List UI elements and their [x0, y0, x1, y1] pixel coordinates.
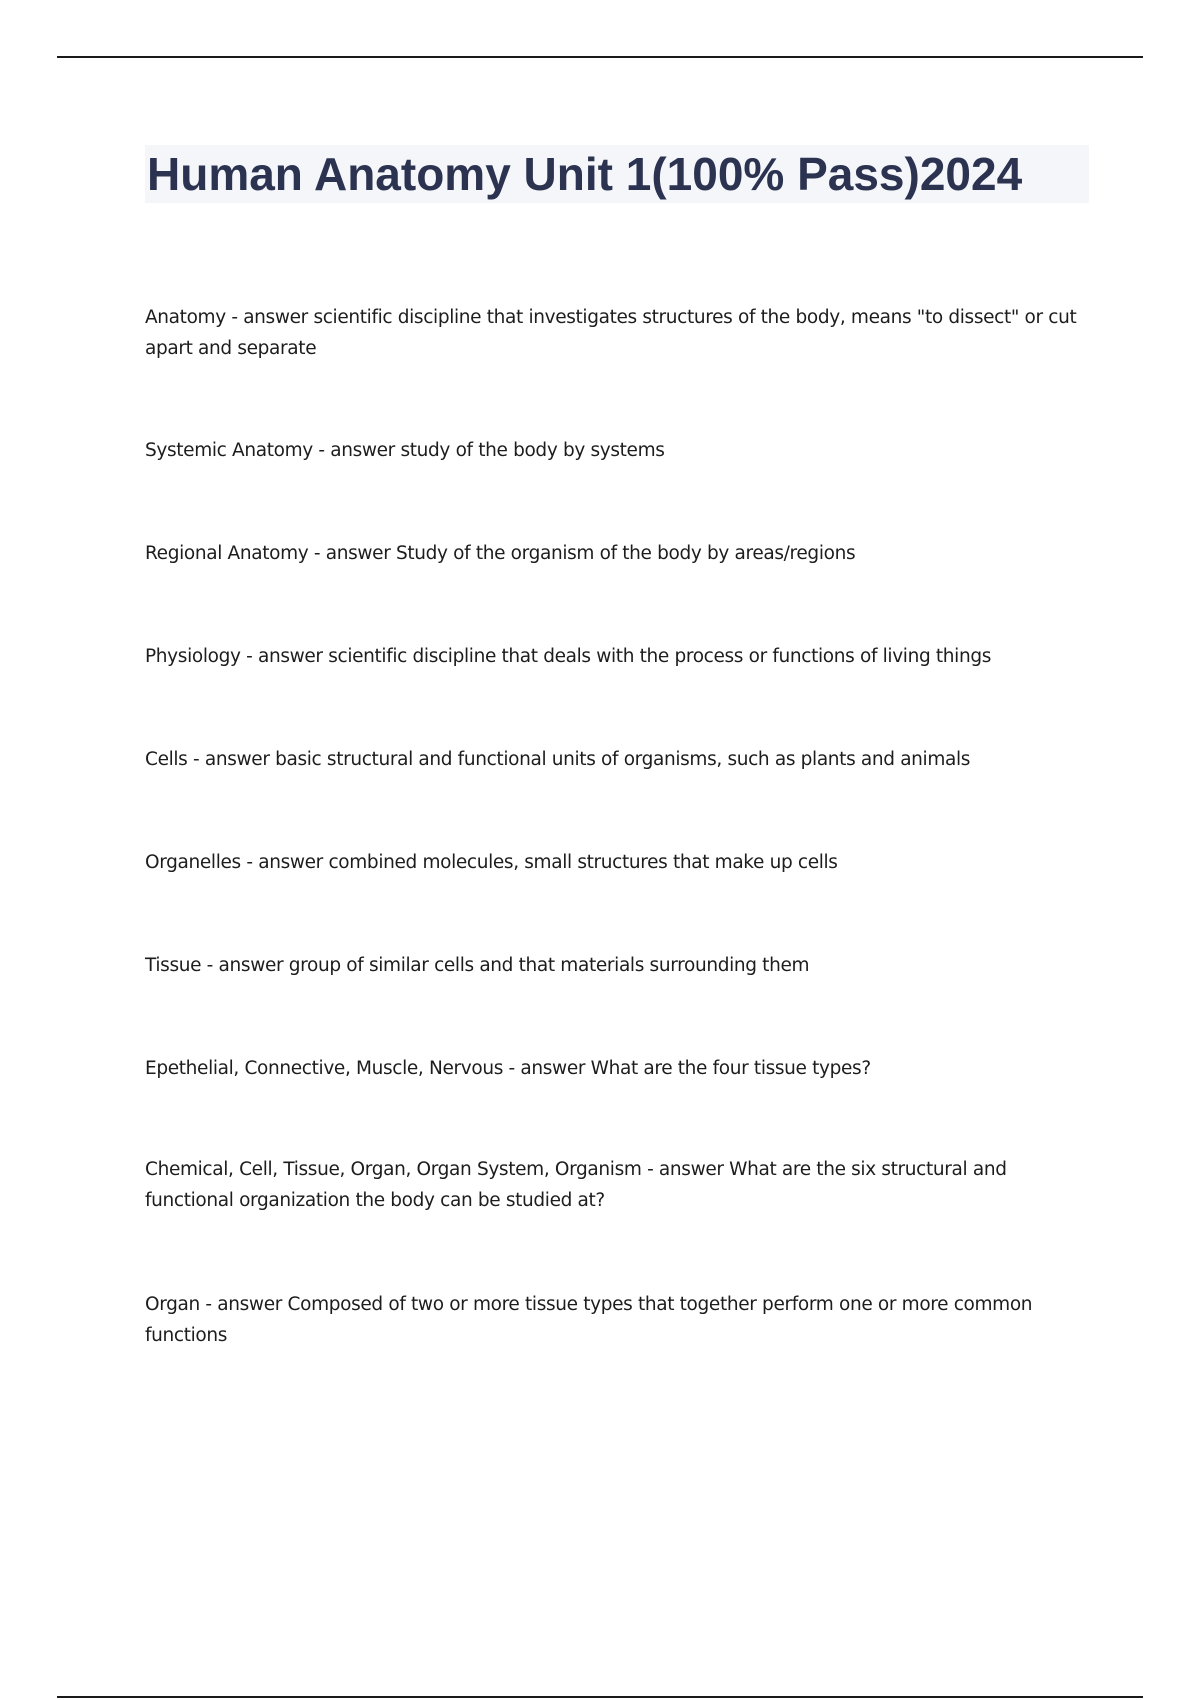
flashcard-entry: Tissue - answer group of similar cells and that materials surrounding them: [145, 955, 810, 976]
flashcard-entry: Cells - answer basic structural and functional units of organisms, such as plants and animals: [145, 749, 971, 770]
flashcard-entry: Anatomy - answer scientific discipline that investigates structures of the body, means "to dissect" or cut apart and separate: [145, 307, 1077, 359]
top-rule: [57, 56, 1143, 58]
bottom-rule: [57, 1696, 1143, 1698]
flashcard-entry: Organelles - answer combined molecules, small structures that make up cells: [145, 852, 838, 873]
flashcard-entry: Epethelial, Connective, Muscle, Nervous - answer What are the four tissue types?: [145, 1058, 871, 1079]
flashcard-entry: Organ - answer Composed of two or more tissue types that together perform one or more common functions: [145, 1294, 1033, 1346]
flashcard-entry: Systemic Anatomy - answer study of the body by systems: [145, 440, 665, 461]
flashcard-entry: Physiology - answer scientific discipline that deals with the process or functions of living things: [145, 646, 992, 667]
flashcard-entry: Regional Anatomy - answer Study of the organism of the body by areas/regions: [145, 543, 856, 564]
flashcard-entry: Chemical, Cell, Tissue, Organ, Organ System, Organism - answer What are the six structural and functional organization the body can be studied at?: [145, 1159, 1007, 1211]
page-title: Human Anatomy Unit 1(100% Pass)2024: [147, 148, 1023, 200]
